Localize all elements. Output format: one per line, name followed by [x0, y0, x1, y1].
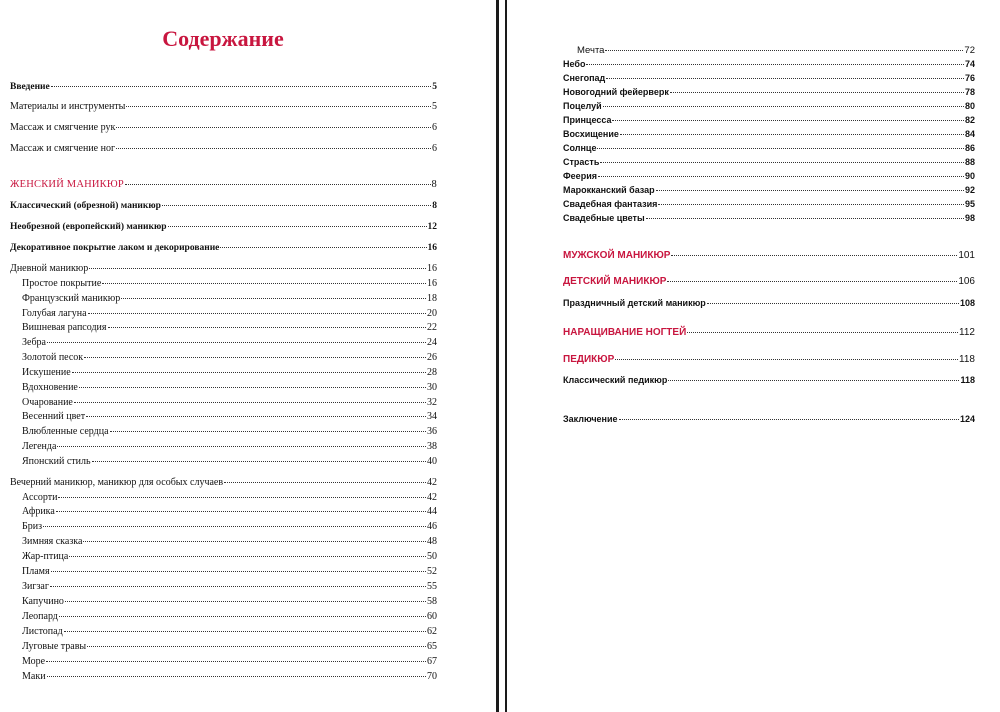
dot-leader [46, 661, 426, 662]
dot-leader [125, 184, 431, 185]
toc-entry-page: 101 [958, 250, 975, 261]
dot-leader [668, 380, 959, 381]
toc-entry-page: 60 [427, 611, 437, 622]
toc-entry-page: 106 [958, 276, 975, 287]
dot-leader [620, 134, 964, 135]
toc-entry-page: 16 [427, 278, 437, 289]
toc-entry-label: Искушение [22, 367, 71, 378]
toc-entry-label: Легенда [22, 441, 57, 452]
toc-entry [563, 198, 975, 211]
dot-leader [64, 631, 426, 632]
toc-entry [22, 520, 437, 533]
toc-entry-page: 78 [964, 87, 975, 97]
toc-entry-page: 118 [960, 375, 975, 385]
toc-entry-page: 124 [959, 414, 975, 424]
dot-leader [47, 342, 426, 343]
dot-leader [597, 148, 964, 149]
dot-leader [89, 268, 426, 269]
toc-entry-label: Бриз [22, 521, 43, 532]
toc-entry-page: 30 [427, 382, 437, 393]
toc-entry-label: Очарование [22, 397, 73, 408]
dot-leader [586, 64, 964, 65]
toc-entry-label: Классический педикюр [563, 375, 668, 385]
toc-entry [10, 262, 437, 275]
toc-entry-page: 92 [964, 185, 975, 195]
toc-entry-label: Поцелуй [563, 101, 602, 111]
dot-leader [69, 556, 426, 557]
toc-entry-label: Необрезной (европейский) маникюр [10, 222, 167, 232]
toc-entry [563, 86, 975, 99]
dot-leader [59, 616, 426, 617]
dot-leader [670, 92, 964, 93]
dot-leader [86, 416, 426, 417]
toc-entry [563, 275, 975, 288]
toc-entry-label: ЖЕНСКИЙ МАНИКЮР [10, 179, 124, 190]
toc-entry-label: Марокканский базар [563, 185, 655, 195]
toc-entry-page: 26 [427, 352, 437, 363]
toc-entry-label: Вдохновение [22, 382, 78, 393]
toc-entry [22, 351, 437, 364]
dot-leader [600, 162, 964, 163]
toc-entry-label: Вишневая рапсодия [22, 322, 107, 333]
toc-entry-label: Пламя [22, 566, 50, 577]
toc-entry [10, 476, 437, 489]
toc-entry [10, 221, 437, 234]
toc-entry [22, 321, 437, 334]
toc-entry-label: Массаж и смягчение ног [10, 143, 116, 154]
toc-entry [10, 178, 437, 191]
toc-entry-label: Золотой песок [22, 352, 84, 363]
toc-entry-page: 80 [964, 101, 975, 111]
toc-entry-page: 62 [427, 626, 437, 637]
dot-leader [224, 482, 426, 483]
toc-entry-page: 42 [427, 477, 437, 488]
toc-entry-label: Ассорти [22, 492, 58, 503]
dot-leader [667, 281, 957, 282]
toc-entry [22, 440, 437, 453]
dot-leader [121, 298, 426, 299]
toc-entry-page: 55 [427, 581, 437, 592]
dot-leader [168, 226, 427, 227]
dot-leader [51, 86, 432, 87]
toc-entry [563, 184, 975, 197]
toc-entry-page: 8 [432, 201, 437, 211]
dot-leader [56, 511, 426, 512]
toc-entry-page: 22 [427, 322, 437, 333]
toc-entry-label: Французский маникюр [22, 293, 121, 304]
toc-entry-label: Японский стиль [22, 456, 91, 467]
toc-entry [22, 336, 437, 349]
toc-entry-page: 84 [964, 129, 975, 139]
toc-entry-label: Голубая лагуна [22, 308, 87, 319]
toc-entry-page: 82 [964, 115, 975, 125]
dot-leader [687, 332, 958, 333]
dot-leader [110, 431, 426, 432]
toc-entry [22, 381, 437, 394]
toc-entry [22, 410, 437, 423]
toc-entry-label: Листопад [22, 626, 63, 637]
toc-entry-label: Зигзаг [22, 581, 49, 592]
toc-entry [10, 100, 437, 113]
dot-leader [84, 357, 426, 358]
toc-entry [10, 121, 437, 134]
dot-leader [58, 497, 426, 498]
toc-entry [22, 610, 437, 623]
dot-leader [220, 247, 426, 248]
toc-entry-page: 112 [959, 327, 975, 338]
toc-entry [10, 242, 437, 255]
toc-entry [563, 374, 975, 387]
toc-entry-label: Дневной маникюр [10, 263, 89, 274]
toc-entry [22, 455, 437, 468]
dot-leader [126, 106, 431, 107]
toc-entry-label: Заключение [563, 414, 618, 424]
dot-leader [646, 218, 964, 219]
toc-entry-page: 32 [427, 397, 437, 408]
toc-entry-label: Снегопад [563, 73, 606, 83]
page-divider [505, 0, 507, 712]
toc-entry-label: Мечта [577, 45, 605, 56]
dot-leader [43, 526, 426, 527]
toc-entry-page: 24 [427, 337, 437, 348]
toc-entry-label: Весенний цвет [22, 411, 86, 422]
toc-entry-page: 34 [427, 411, 437, 422]
toc-entry [22, 535, 437, 548]
toc-entry-page: 74 [964, 59, 975, 69]
toc-entry-page: 58 [427, 596, 437, 607]
dot-leader [92, 461, 426, 462]
toc-entry-label: Свадебные цветы [563, 213, 645, 223]
toc-entry [563, 156, 975, 169]
toc-entry-label: Капучино [22, 596, 64, 607]
toc-entry-label: Небо [563, 59, 586, 69]
toc-entry [563, 326, 975, 339]
dot-leader [619, 419, 959, 420]
toc-entry [22, 565, 437, 578]
dot-leader [606, 78, 964, 79]
toc-entry [22, 396, 437, 409]
toc-entry-label: Зебра [22, 337, 46, 348]
toc-entry-label: Восхищение [563, 129, 619, 139]
toc-entry-page: 46 [427, 521, 437, 532]
toc-entry [22, 670, 437, 683]
toc-entry-page: 67 [427, 656, 437, 667]
dot-leader [603, 106, 964, 107]
toc-entry-label: МУЖСКОЙ МАНИКЮР [563, 250, 671, 261]
toc-entry [22, 491, 437, 504]
toc-entry-page: 18 [427, 293, 437, 304]
toc-entry-page: 16 [427, 243, 437, 253]
dot-leader [88, 313, 426, 314]
dot-leader [612, 120, 964, 121]
dot-leader [102, 283, 426, 284]
toc-entry [563, 128, 975, 141]
toc-entry-label: Африка [22, 506, 55, 517]
toc-entry-label: Жар-птица [22, 551, 69, 562]
toc-entry-page: 6 [432, 143, 437, 154]
toc-entry [563, 72, 975, 85]
toc-entry [10, 200, 437, 213]
toc-entry-page: 44 [427, 506, 437, 517]
toc-entry-label: Принцесса [563, 115, 612, 125]
page-divider [496, 0, 499, 712]
toc-entry-label: Феерия [563, 171, 597, 181]
toc-entry-label: Материалы и инструменты [10, 101, 126, 112]
toc-entry-label: Зимняя сказка [22, 536, 83, 547]
dot-leader [656, 190, 964, 191]
toc-entry-page: 38 [427, 441, 437, 452]
dot-leader [615, 359, 958, 360]
toc-entry [22, 640, 437, 653]
toc-entry-page: 16 [427, 263, 437, 274]
dot-leader [65, 601, 426, 602]
toc-entry-label: Массаж и смягчение рук [10, 122, 116, 133]
toc-entry [22, 425, 437, 438]
toc-entry [22, 625, 437, 638]
toc-entry-page: 42 [427, 492, 437, 503]
toc-entry-page: 20 [427, 308, 437, 319]
toc-entry-page: 12 [427, 222, 437, 232]
toc-entry [563, 413, 975, 426]
toc-entry [22, 595, 437, 608]
toc-entry-page: 95 [964, 199, 975, 209]
dot-leader [72, 372, 426, 373]
toc-entry-page: 65 [427, 641, 437, 652]
toc-entry [577, 44, 975, 57]
dot-leader [74, 402, 426, 403]
dot-leader [79, 387, 426, 388]
dot-leader [108, 327, 427, 328]
toc-entry-label: Страсть [563, 157, 600, 167]
dot-leader [47, 676, 426, 677]
dot-leader [605, 50, 963, 51]
page-title: Содержание [162, 26, 284, 51]
toc-entry-label: Праздничный детский маникюр [563, 298, 706, 308]
dot-leader [707, 303, 959, 304]
dot-leader [658, 204, 964, 205]
toc-entry-page: 90 [964, 171, 975, 181]
toc-entry [563, 212, 975, 225]
dot-leader [51, 571, 426, 572]
toc-entry-label: Маки [22, 671, 46, 682]
toc-entry-page: 6 [432, 122, 437, 133]
dot-leader [671, 255, 957, 256]
toc-entry-label: Классический (обрезной) маникюр [10, 201, 161, 211]
toc-entry-page: 86 [964, 143, 975, 153]
toc-entry-page: 70 [427, 671, 437, 682]
toc-entry-label: Влюбленные сердца [22, 426, 109, 437]
dot-leader [50, 586, 426, 587]
dot-leader [57, 446, 426, 447]
toc-entry [22, 505, 437, 518]
dot-leader [116, 127, 431, 128]
toc-entry-page: 108 [959, 298, 975, 308]
toc-entry-page: 5 [432, 101, 437, 112]
toc-entry-page: 36 [427, 426, 437, 437]
toc-entry [563, 58, 975, 71]
toc-entry [10, 81, 437, 94]
dot-leader [162, 205, 431, 206]
toc-entry-label: Введение [10, 82, 50, 92]
toc-entry [22, 366, 437, 379]
dot-leader [116, 148, 431, 149]
toc-entry [563, 249, 975, 262]
dot-leader [83, 541, 426, 542]
toc-entry [22, 580, 437, 593]
toc-entry-page: 76 [964, 73, 975, 83]
toc-entry-label: Луговые травы [22, 641, 87, 652]
toc-entry [563, 100, 975, 113]
toc-entry [563, 142, 975, 155]
toc-entry-page: 5 [432, 82, 437, 92]
toc-entry-label: Простое покрытие [22, 278, 102, 289]
toc-entry [22, 655, 437, 668]
toc-entry-label: Новогодний фейерверк [563, 87, 669, 97]
toc-entry-label: ДЕТСКИЙ МАНИКЮР [563, 276, 667, 287]
toc-entry-label: Вечерний маникюр, маникюр для особых случаев [10, 477, 224, 488]
toc-entry-label: Декоративное покрытие лаком и декорирование [10, 243, 220, 253]
toc-entry [10, 142, 437, 155]
toc-entry [22, 307, 437, 320]
toc-entry-page: 48 [427, 536, 437, 547]
toc-entry-page: 88 [964, 157, 975, 167]
toc-entry-label: Солнце [563, 143, 597, 153]
toc-entry [22, 550, 437, 563]
toc-entry [22, 292, 437, 305]
toc-entry-page: 28 [427, 367, 437, 378]
toc-entry [563, 353, 975, 366]
toc-entry-page: 98 [964, 213, 975, 223]
toc-entry [563, 297, 975, 310]
toc-entry-page: 8 [431, 179, 437, 190]
toc-entry-label: ПЕДИКЮР [563, 354, 615, 365]
toc-entry-label: Море [22, 656, 46, 667]
toc-entry-page: 72 [964, 45, 975, 56]
toc-entry [563, 170, 975, 183]
toc-entry [22, 277, 437, 290]
toc-entry-page: 118 [959, 354, 975, 365]
toc-entry [563, 114, 975, 127]
toc-entry-page: 52 [427, 566, 437, 577]
toc-entry-page: 40 [427, 456, 437, 467]
dot-leader [87, 646, 426, 647]
toc-entry-page: 50 [427, 551, 437, 562]
toc-entry-label: Леопард [22, 611, 58, 622]
toc-entry-label: Свадебная фантазия [563, 199, 658, 209]
dot-leader [598, 176, 964, 177]
toc-entry-label: НАРАЩИВАНИЕ НОГТЕЙ [563, 327, 687, 338]
